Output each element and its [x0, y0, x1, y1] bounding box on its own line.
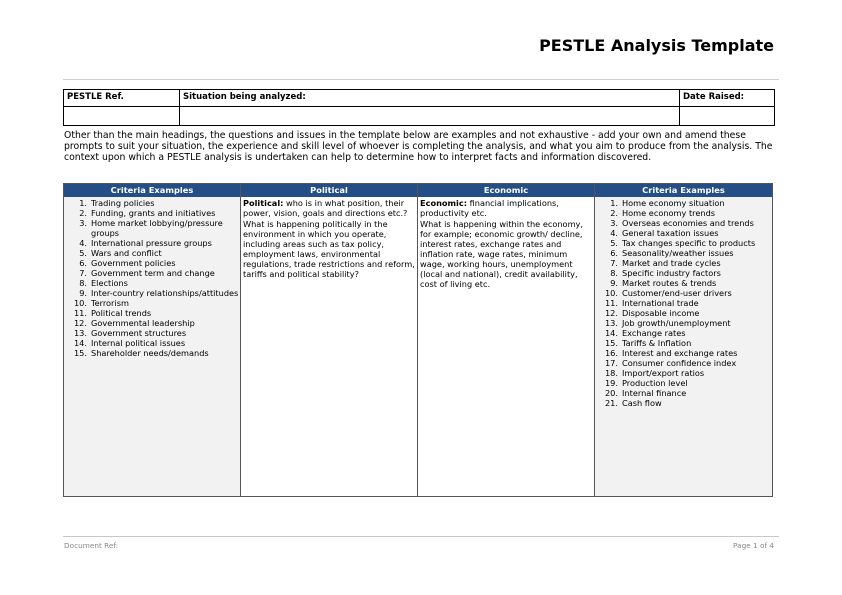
item-number: 21.: [604, 398, 618, 408]
item-text: Governmental leadership: [91, 318, 195, 328]
criteria-item: [599, 288, 772, 298]
item-text: Cash flow: [622, 398, 662, 408]
item-number: 12.: [73, 318, 87, 328]
item-text: Wars and conflict: [91, 248, 162, 258]
item-text: International pressure groups: [91, 238, 212, 248]
criteria-item: [68, 248, 240, 258]
political-prompt: [243, 198, 415, 218]
item-text: Market and trade cycles: [622, 258, 721, 268]
political-lead: Political:: [243, 198, 284, 208]
item-text: Political trends: [91, 308, 152, 318]
item-text: Home market lobbying/pressure groups: [91, 218, 223, 238]
item-text: Tariffs & Inflation: [622, 338, 692, 348]
item-text: Funding, grants and initiatives: [91, 208, 216, 218]
criteria-list: [595, 198, 772, 408]
reference-input-row: [64, 106, 774, 125]
item-number: 17.: [604, 358, 618, 368]
criteria-item: [599, 238, 772, 248]
criteria-item: [599, 248, 772, 258]
column-header: Criteria Examples: [64, 184, 240, 197]
political-lead-text: who is in what position, their power, vision, goals and directions etc.?: [243, 198, 408, 218]
criteria-item: [599, 388, 772, 398]
item-number: 20.: [604, 388, 618, 398]
item-text: Interest and exchange rates: [622, 348, 738, 358]
criteria-item: [68, 328, 240, 338]
political-question: What is happening politically in the environment in which you operate, including areas such as tax policy, employment laws, environmental regulations, trade restrictions and reform, tariffs and political stability?: [243, 219, 415, 279]
item-number: 15.: [604, 338, 618, 348]
item-text: Terrorism: [91, 298, 129, 308]
item-number: 4.: [610, 228, 618, 238]
column-header: Criteria Examples: [595, 184, 772, 197]
criteria-item: [599, 258, 772, 268]
item-number: 9.: [79, 288, 87, 298]
item-number: 6.: [610, 248, 618, 258]
item-text: Customer/end-user drivers: [622, 288, 732, 298]
criteria-item: [599, 338, 772, 348]
criteria-item: [68, 238, 240, 248]
item-number: 6.: [79, 258, 87, 268]
criteria-item: [599, 318, 772, 328]
item-number: 14.: [73, 338, 87, 348]
economic-question: What is happening within the economy, for example; economic growth/ decline, interest rates, exchange rates and inflation rate, wage rates, minimum wage, working hours, unemployment (local and national), credit availability, cost of living etc.: [420, 219, 583, 289]
item-number: 10.: [604, 288, 618, 298]
criteria-item: [599, 378, 772, 388]
item-text: Elections: [91, 278, 128, 288]
item-text: Internal finance: [622, 388, 687, 398]
item-text: Specific industry factors: [622, 268, 721, 278]
item-text: Internal political issues: [91, 338, 186, 348]
item-text: Home economy trends: [622, 208, 716, 218]
item-number: 15.: [73, 348, 87, 358]
situation-field[interactable]: [180, 106, 680, 125]
criteria-item: [599, 268, 772, 278]
item-number: 7.: [79, 268, 87, 278]
item-number: 2.: [610, 208, 618, 218]
criteria-item: [599, 328, 772, 338]
item-text: Trading policies: [91, 198, 155, 208]
political-column: [241, 184, 418, 496]
item-text: General taxation issues: [622, 228, 719, 238]
item-number: 4.: [79, 238, 87, 248]
criteria-column-political: [64, 184, 241, 496]
item-number: 3.: [610, 218, 618, 228]
date-raised-field[interactable]: [680, 106, 774, 125]
page-title: PESTLE Analysis Template: [539, 36, 774, 55]
footer-divider: [63, 536, 779, 537]
item-number: 13.: [73, 328, 87, 338]
item-text: Government structures: [91, 328, 187, 338]
criteria-item: [68, 258, 240, 268]
criteria-list: [64, 198, 240, 358]
item-number: 12.: [604, 308, 618, 318]
criteria-item: [599, 348, 772, 358]
item-text: Import/export ratios: [622, 368, 705, 378]
column-header: Economic: [418, 184, 594, 197]
item-text: Market routes & trends: [622, 278, 717, 288]
item-number: 11.: [73, 308, 87, 318]
criteria-item: [68, 298, 240, 308]
column-header: Political: [241, 184, 417, 197]
economic-lead-text: financial implications, productivity etc.: [420, 198, 559, 218]
pestle-ref-field[interactable]: [64, 106, 180, 125]
item-number: 7.: [610, 258, 618, 268]
economic-prompt: [420, 198, 592, 218]
pestle-grid: [63, 183, 773, 497]
item-text: Tax changes specific to products: [622, 238, 756, 248]
pestle-ref-label: PESTLE Ref.: [64, 90, 180, 106]
item-number: 13.: [604, 318, 618, 328]
criteria-item: [68, 288, 240, 298]
item-text: Overseas economies and trends: [622, 218, 754, 228]
item-number: 8.: [610, 268, 618, 278]
criteria-column-economic: [595, 184, 772, 496]
economic-lead: Economic:: [420, 198, 467, 208]
criteria-item: [68, 348, 240, 358]
criteria-item: [599, 278, 772, 288]
page-number: Page 1 of 4: [733, 541, 774, 550]
criteria-item: [599, 218, 772, 228]
item-number: 5.: [79, 248, 87, 258]
reference-table: [63, 89, 775, 126]
item-number: 14.: [604, 328, 618, 338]
criteria-item: [599, 368, 772, 378]
criteria-item: [599, 198, 772, 208]
criteria-item: [599, 298, 772, 308]
item-number: 11.: [604, 298, 618, 308]
criteria-item: [68, 318, 240, 328]
criteria-item: [68, 218, 240, 238]
criteria-item: [599, 228, 772, 238]
item-number: 2.: [79, 208, 87, 218]
item-text: International trade: [622, 298, 699, 308]
item-number: 1.: [610, 198, 618, 208]
criteria-item: [599, 398, 772, 408]
item-text: Government policies: [91, 258, 176, 268]
situation-label: Situation being analyzed:: [180, 90, 680, 106]
economic-column: [418, 184, 595, 496]
intro-paragraph: Other than the main headings, the questions and issues in the template below are examples and not exhaustive - add your own and amend these prompts to suit your situation, the experience and skill level of whoever is completing the analysis, and what you aim to produce from the analysis. The context upon which a PESTLE analysis is undertaken can help to determine how to interpret facts and information discovered.: [64, 130, 773, 163]
date-raised-label: Date Raised:: [683, 92, 745, 102]
criteria-item: [599, 208, 772, 218]
reference-header-row: [64, 90, 774, 107]
item-number: 19.: [604, 378, 618, 388]
item-number: 9.: [610, 278, 618, 288]
item-text: Exchange rates: [622, 328, 686, 338]
criteria-item: [68, 338, 240, 348]
item-text: Production level: [622, 378, 688, 388]
criteria-item: [68, 198, 240, 208]
criteria-item: [68, 208, 240, 218]
item-text: Seasonality/weather issues: [622, 248, 734, 258]
criteria-item: [599, 308, 772, 318]
item-number: 16.: [604, 348, 618, 358]
item-number: 18.: [604, 368, 618, 378]
criteria-item: [68, 268, 240, 278]
item-text: Job growth/unemployment: [622, 318, 731, 328]
criteria-item: [68, 308, 240, 318]
item-number: 10.: [73, 298, 87, 308]
item-text: Disposable income: [622, 308, 700, 318]
item-text: Shareholder needs/demands: [91, 348, 209, 358]
item-text: Inter-country relationships/attitudes: [91, 288, 239, 298]
item-number: 3.: [79, 218, 87, 228]
criteria-item: [599, 358, 772, 368]
item-text: Consumer confidence index: [622, 358, 737, 368]
criteria-item: [68, 278, 240, 288]
document-ref: Document Ref:: [64, 541, 119, 550]
item-number: 1.: [79, 198, 87, 208]
item-text: Government term and change: [91, 268, 215, 278]
top-divider: [63, 79, 779, 80]
item-number: 8.: [79, 278, 87, 288]
item-text: Home economy situation: [622, 198, 725, 208]
item-number: 5.: [610, 238, 618, 248]
